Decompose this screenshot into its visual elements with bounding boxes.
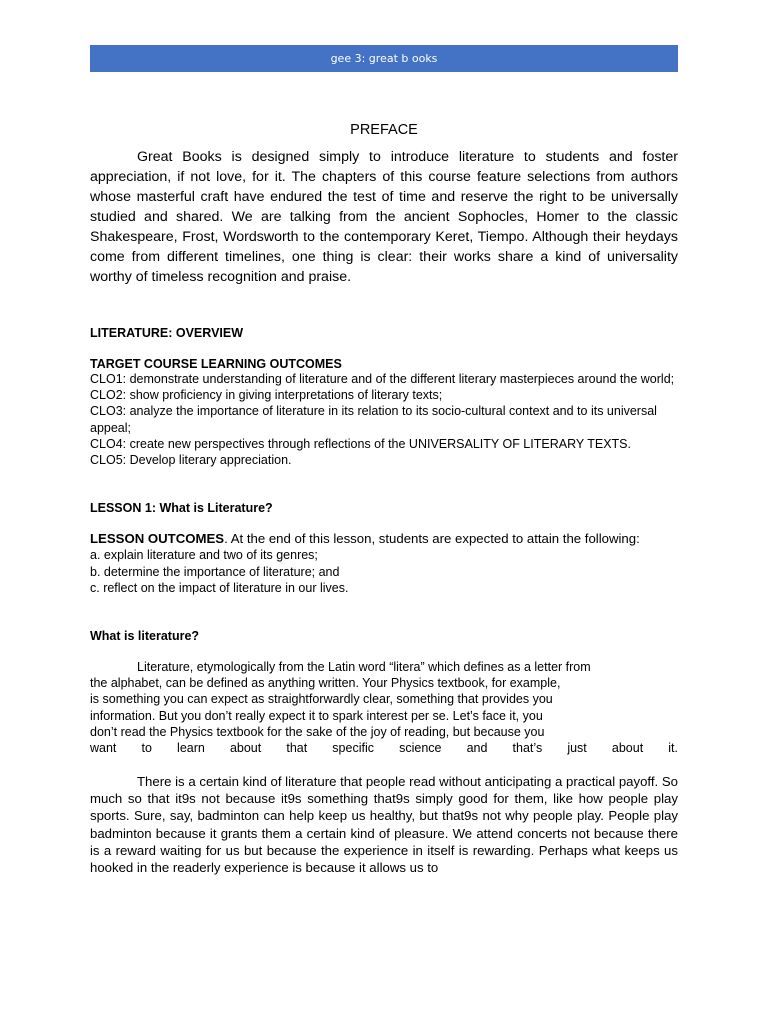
outcomes-heading: TARGET COURSE LEARNING OUTCOMES [90, 357, 342, 371]
outcome-item: CLO3: analyze the importance of literature in its relation to its socio-cultural context and to its universal appeal; [90, 404, 657, 435]
outcome-item: CLO2: show proficiency in giving interpretations of literary texts; [90, 388, 443, 403]
paragraph-line: information. But you don’t really expect it to spark interest per se. Let’s face it, you [90, 708, 543, 723]
what-is-paragraph-2: There is a certain kind of literature that people read without anticipating a practical payoff. So much so that it9s not because it9s something that9s simply good for them, like how people play sports. Sure, say, badminton can help keep us healthy, but that9s not why people play. People play badminton because it grants them a certain kind of pleasure. We attend concerts not because there is a reward waiting for us but because the experience in itself is rewarding. Perhaps what keeps us hooked in the readerly experience is because it allows us to [90, 774, 678, 875]
lesson-outcomes-label: LESSON OUTCOMES [90, 531, 225, 547]
lesson-outcomes [90, 531, 678, 596]
paragraph-line: don’t read the Physics textbook for the sake of the joy of reading, but because you [90, 724, 545, 739]
paragraph-line: want to learn about that specific science and that’s just about it. [90, 741, 678, 756]
paragraph-line: is something you can expect as straightforwardly clear, something that provides you [90, 692, 553, 707]
header-title: gee 3: great b ooks [330, 52, 438, 65]
paragraph-line: the alphabet, can be defined as anything written. Your Physics textbook, for example, [90, 676, 561, 691]
page-content [90, 122, 678, 876]
lesson1-heading: LESSON 1: What is Literature? [90, 501, 273, 516]
lesson-outcome-item: a. explain literature and two of its genres; [90, 548, 318, 563]
overview-heading: LITERATURE: OVERVIEW [90, 326, 244, 340]
outcome-item: CLO4: create new perspectives through reflections of the UNIVERSALITY OF LITERARY TEXTS. [90, 436, 631, 451]
outcome-item: CLO1: demonstrate understanding of literature and of the different literary masterpieces around the world; [90, 372, 675, 386]
what-is-heading: What is literature? [90, 629, 200, 644]
lesson-outcome-item: b. determine the importance of literature; and [90, 564, 340, 579]
outcome-item: CLO5: Develop literary appreciation. [90, 453, 292, 468]
header-bar [90, 45, 678, 72]
lesson-outcomes-line [90, 531, 678, 547]
paragraph-line: Literature, etymologically from the Latin word “litera” which defines as a letter from [137, 660, 591, 675]
lesson-outcomes-intro: . At the end of this lesson, students are expected to attain the following: [224, 531, 640, 547]
preface-title: PREFACE [350, 122, 418, 138]
lesson-outcome-item: c. reflect on the impact of literature in our lives. [90, 580, 349, 595]
what-is-paragraph-1 [90, 659, 678, 756]
preface-body: Great Books is designed simply to introduce literature to students and foster appreciation, if not love, for it. The chapters of this course feature selections from authors whose masterful craft have endured the test of time and reserve the right to be universally studied and shared. We are talking from the ancient Sophocles, Homer to the classic Shakespeare, Frost, Wordsworth to the contemporary Keret, Tiempo. Although their heydays come from different timelines, one thing is clear: their works share a kind of universality worthy of timeless recognition and praise. [90, 149, 678, 285]
outcomes-list [90, 371, 678, 468]
